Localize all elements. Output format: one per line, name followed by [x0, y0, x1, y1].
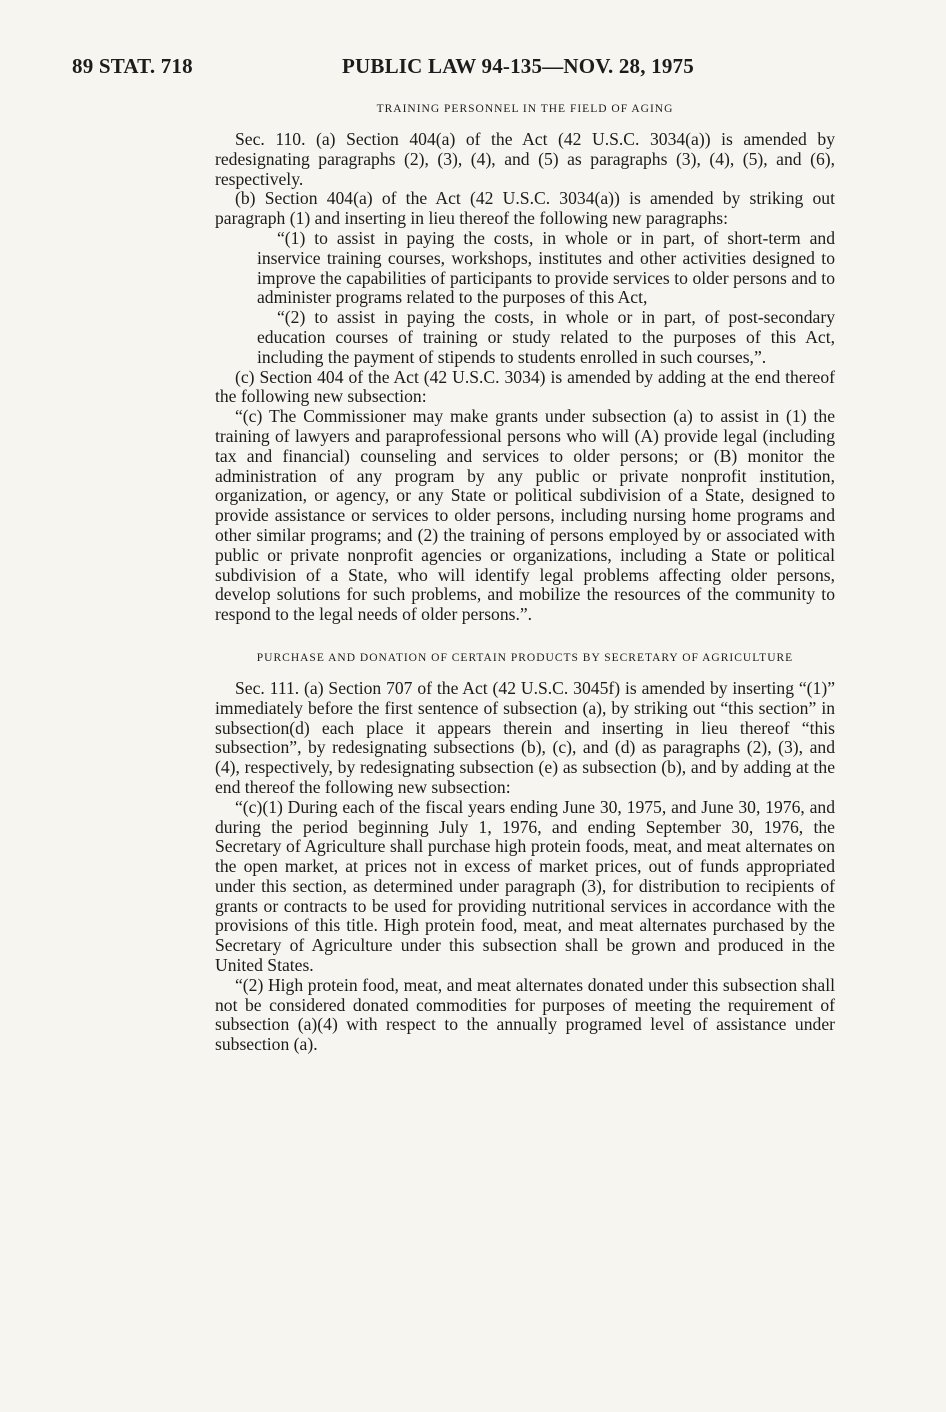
section-111-paragraph-a: Sec. 111. (a) Section 707 of the Act (42 U.S.C. 3045f) is amended by inserting “(1)” immediately before the first sentence of subsection (a), by striking out “this section” in subsection(d) each place it appears therein and inserting in lieu thereof “this subsection”, by redesignating subsections (b), (c), and (d) as paragraphs (2), (3), and (4), respectively, by redesignating subsection (e) as subsection (b), and by adding at the end thereof the following new subsection:: [215, 677, 835, 797]
section-110-paragraph-b: (b) Section 404(a) of the Act (42 U.S.C. 3034(a)) is amended by striking out paragraph (1) and inserting in lieu thereof the following new paragraphs:: [215, 188, 835, 229]
section-heading-training-personnel: TRAINING PERSONNEL IN THE FIELD OF AGING: [376, 103, 674, 115]
running-head: [72, 54, 842, 84]
section-heading-purchase-donation: PURCHASE AND DONATION OF CERTAIN PRODUCTS BY SECRETARY OF AGRICULTURE: [256, 651, 794, 664]
statute-page-reference: 89 STAT. 718: [72, 54, 193, 78]
quoted-paragraph-1: “(1) to assist in paying the costs, in whole or in part, of short-term and inservice training courses, workshops, institutes and other activities designed to improve the capabilities of participants to provide services to older persons and to administer programs related to the purposes of this Act,: [257, 227, 835, 308]
quoted-paragraph-2: “(2) to assist in paying the costs, in whole or in part, of post-secondary education courses of training or study related to the purposes of this Act, including the payment of stipends to students enrolled in such courses,”.: [257, 307, 835, 367]
quoted-subsection-c-2: “(2) High protein food, meat, and meat alternates donated under this subsection shall not be considered donated commodities for purposes of meeting the requirement of subsection (a)(4) with respect to the annually programed level of assistance under subsection (a).: [215, 974, 835, 1055]
quoted-subsection-c-1: “(c)(1) During each of the fiscal years ending June 30, 1975, and June 30, 1976, and during the period beginning July 1, 1976, and ending September 30, 1976, the Secretary of Agriculture shall purchase high protein foods, meat, and meat alternates on the open market, at prices not in excess of market prices, out of funds appropriated under this section, as determined under paragraph (3), for distribution to recipients of grants or contracts to be used for providing nutritional services in accordance with the provisions of this title. High protein food, meat, and meat alternates purchased by the Secretary of Agriculture under this subsection shall be grown and produced in the United States.: [215, 796, 835, 976]
document-body: [215, 102, 835, 1055]
section-110-paragraph-a: Sec. 110. (a) Section 404(a) of the Act (42 U.S.C. 3034(a)) is amended by redesignating paragraphs (2), (3), (4), and (5) as paragraphs (3), (4), (5), and (6), respectively.: [215, 129, 835, 189]
quoted-subsection-c: “(c) The Commissioner may make grants under subsection (a) to assist in (1) the training of lawyers and paraprofessional persons who will (A) provide legal (including tax and financial) counseling and services to older persons; or (B) monitor the administration of any program by any public or private nonprofit institution, organization, or agency, or any State or political subdivision of a State, designed to provide assistance or services to older persons, including nursing home programs and other similar programs; and (2) the training of persons employed by or associated with public or private nonprofit agencies or organizations, including a State or political subdivision of a State, who will identify legal problems affecting older persons, develop solutions for such problems, and mobilize the resources of the community to respond to the legal needs of older persons.”.: [215, 406, 835, 625]
public-law-reference: PUBLIC LAW 94-135—NOV. 28, 1975: [342, 54, 694, 78]
section-110-paragraph-c: (c) Section 404 of the Act (42 U.S.C. 3034) is amended by adding at the end thereof the following new subsection:: [215, 366, 835, 407]
